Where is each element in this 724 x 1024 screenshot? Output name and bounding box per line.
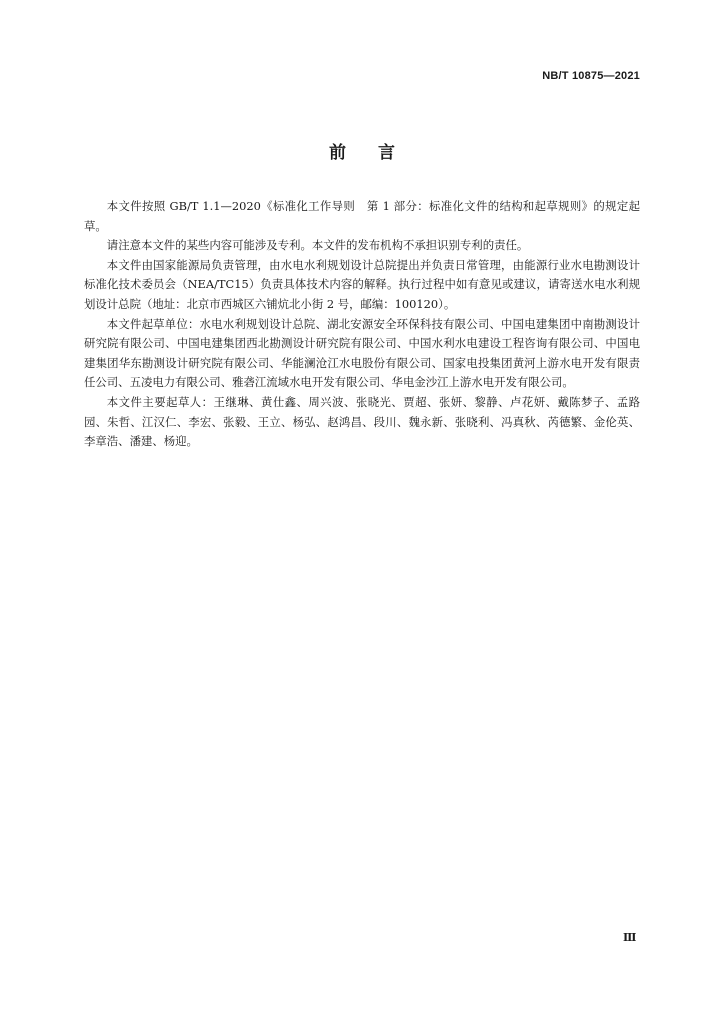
paragraph-drafting-organizations: 本文件起草单位：水电水利规划设计总院、湖北安源安全环保科技有限公司、中国电建集团中南勘测设计研究院有限公司、中国电建集团西北勘测设计研究院有限公司、中国水利水电建设工程咨询有限公司、中国电建集团华东勘测设计研究院有限公司、华能澜沧江水电股份有限公司、国家电投集团黄河上游水电开发有限责任公司、五凌电力有限公司、雅砻江流域水电开发有限公司、华电金沙江上游水电开发有限公司。 [84, 316, 640, 390]
paragraph-drafting-rules: 本文件按照 GB/T 1.1—2020《标准化工作导则 第 1 部分：标准化文件的结构和起草规则》的规定起草。 [84, 199, 640, 233]
section-title-foreword: 前言 [329, 143, 427, 163]
paragraph-management: 本文件由国家能源局负责管理，由水电水利规划设计总院提出并负责日常管理，由能源行业水电勘测设计标准化技术委员会（NEA/TC15）负责具体技术内容的解释。执行过程中如有意见或建议，请寄送水电水利规划设计总院（地址：北京市西城区六铺炕北小街 2 号，邮编：100120）。 [84, 257, 640, 311]
paragraph-patent-notice: 请注意本文件的某些内容可能涉及专利。本文件的发布机构不承担识别专利的责任。 [106, 238, 529, 253]
paragraph-main-drafters: 本文件主要起草人：王继琳、黄仕鑫、周兴波、张晓光、贾超、张妍、黎静、卢花妍、戴陈梦子、孟路园、朱哲、江汉仁、李宏、张毅、王立、杨弘、赵鸿昌、段川、魏永新、张晓利、冯真秋、芮德繁、金伦英、李章浩、潘建、杨迎。 [84, 394, 640, 449]
foreword-body [84, 197, 640, 452]
page-number: Ⅲ [623, 931, 637, 944]
standard-code: NB/T 10875—2021 [542, 70, 640, 82]
